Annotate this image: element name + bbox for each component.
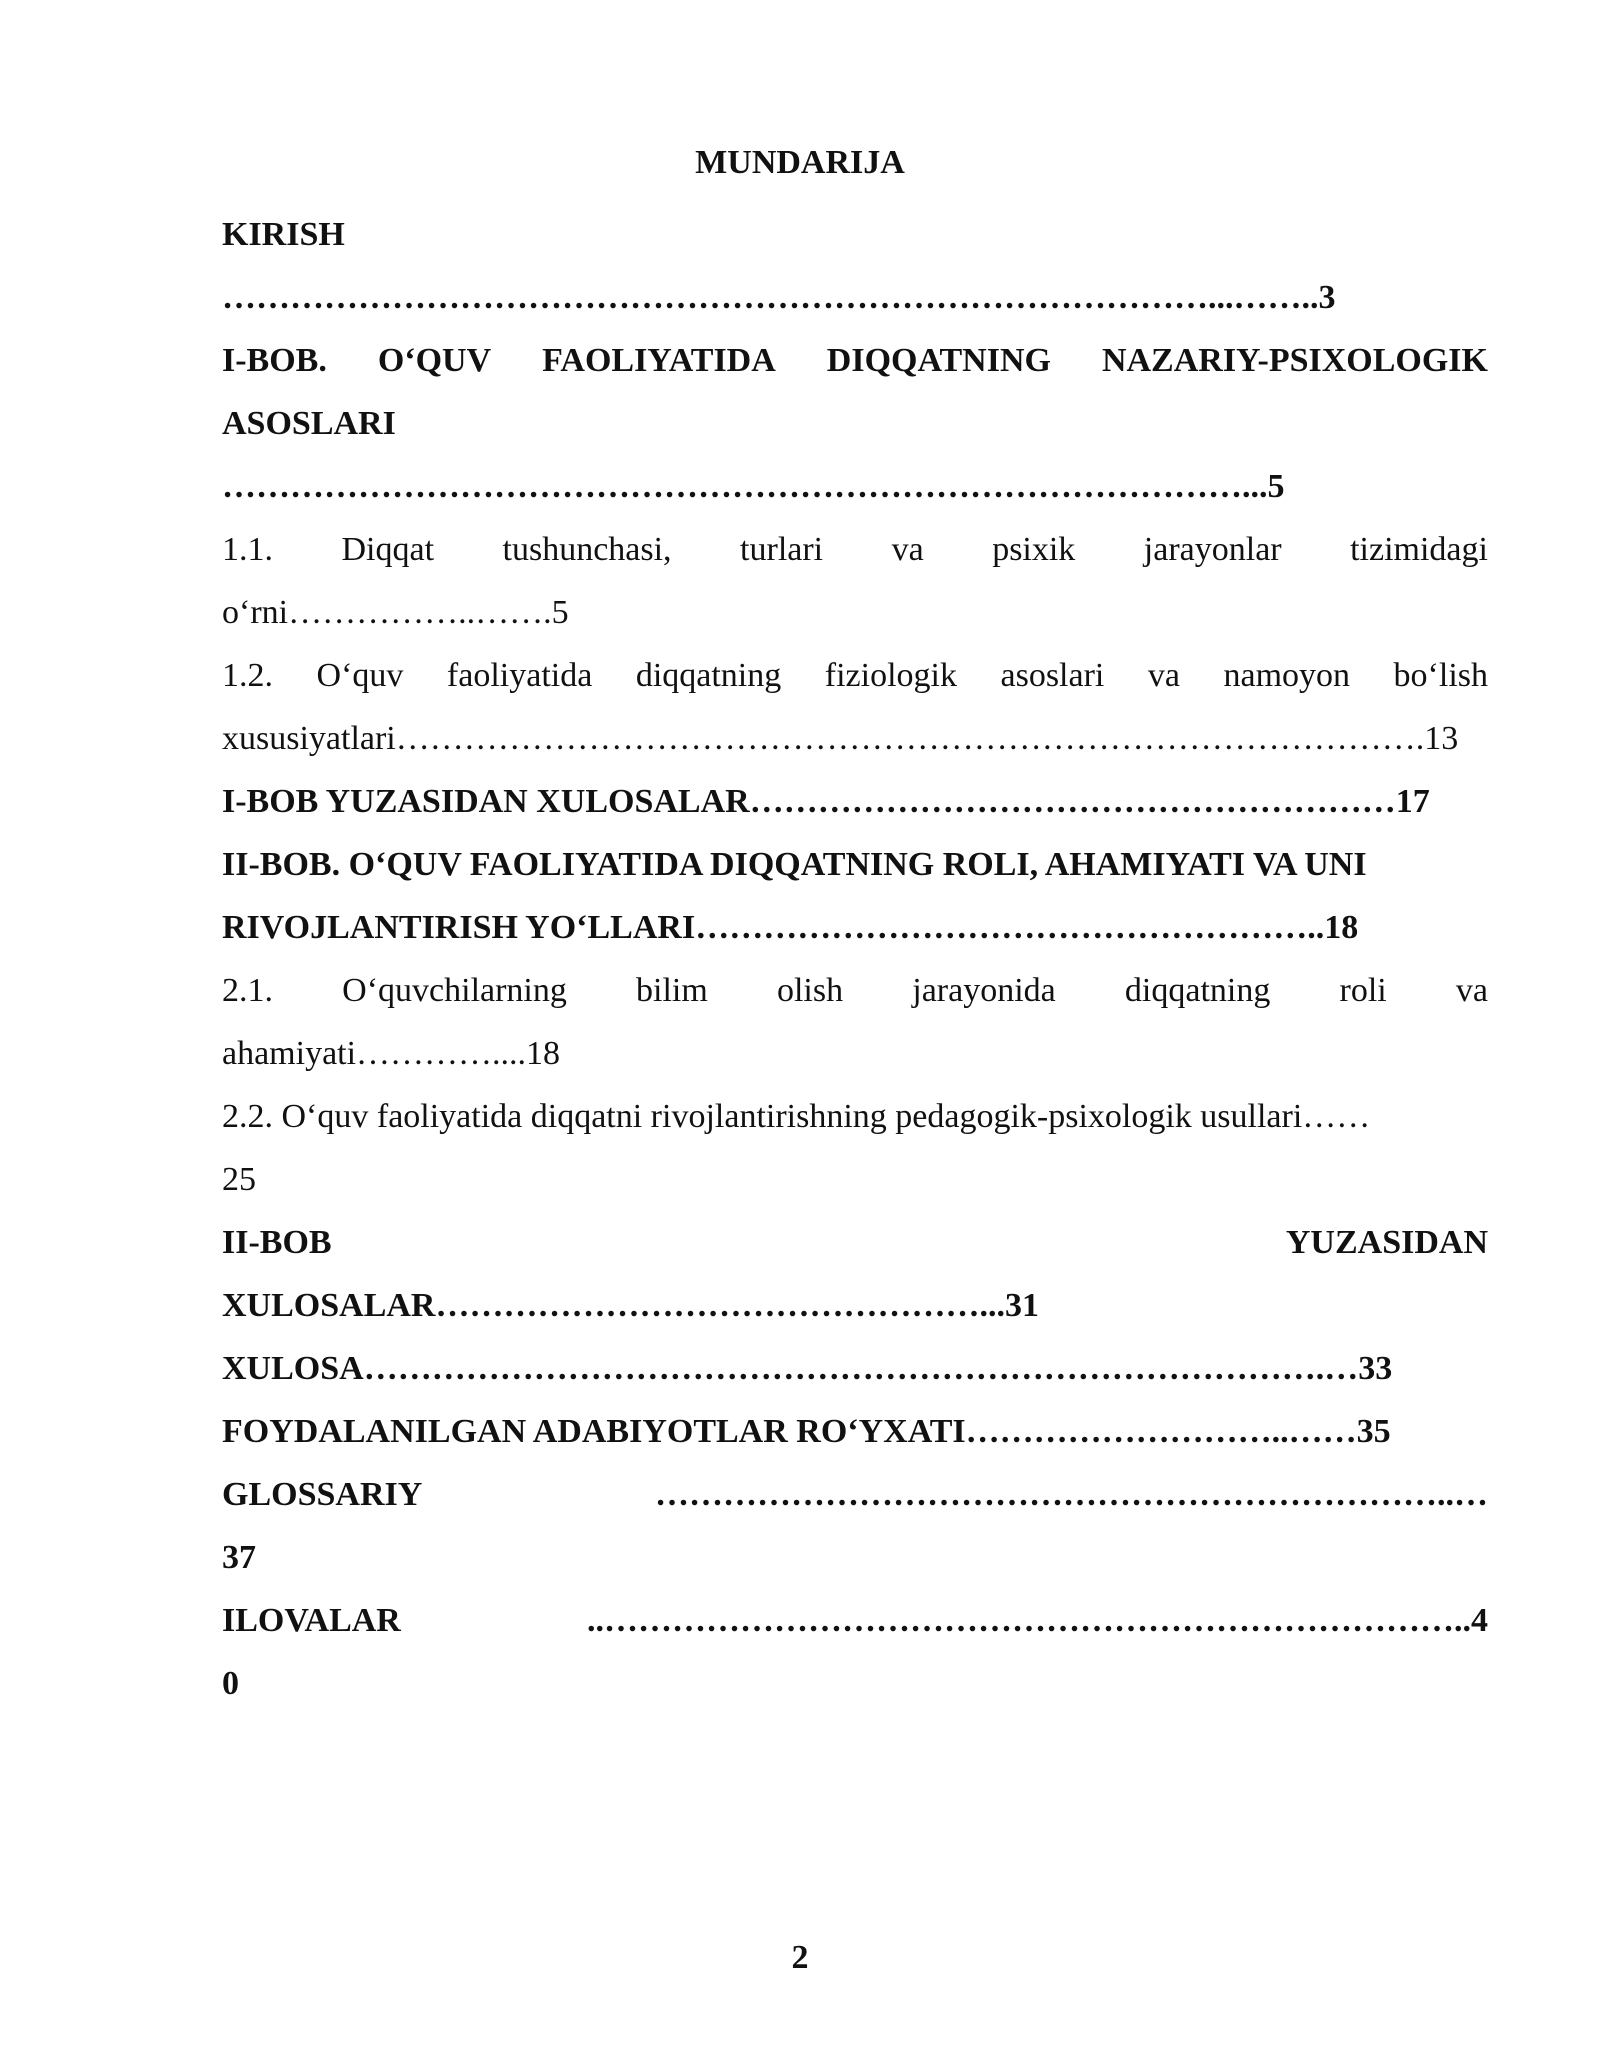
toc-entry-1-1-line1 <box>222 518 1488 581</box>
toc-word: va <box>1455 972 1488 1009</box>
toc-word: DIQQATNING <box>826 342 1051 379</box>
toc-entry-bob1-leader: ………………………………………………………………………………...5 <box>222 468 1285 505</box>
toc-word: O‘quvchilarning <box>342 972 567 1009</box>
toc-entry-glossariy-line1 <box>222 1463 1488 1526</box>
toc-word: asoslari <box>1000 657 1105 694</box>
toc-entry-ilovalar-page: 0 <box>222 1665 239 1702</box>
toc-word: bo‘lish <box>1393 657 1488 694</box>
toc-word: olish <box>776 972 844 1009</box>
toc-word: tizimidagi <box>1350 531 1488 568</box>
toc-title: MUNDARIJA <box>695 144 905 181</box>
toc-entry-2-1-line2: ahamiyati…………....18 <box>222 1035 561 1072</box>
toc-word: turlari <box>740 531 824 568</box>
toc-word: faoliyatida <box>446 657 593 694</box>
toc-entry-1-1-line2: o‘rni……………..…….5 <box>222 594 569 631</box>
toc-word: diqqatning <box>635 657 782 694</box>
toc-entry-bob2-conclusion-line2: XULOSALAR…………………………………………...31 <box>222 1287 1039 1324</box>
toc-word: bilim <box>636 972 708 1009</box>
toc-word: jarayonida <box>912 972 1056 1009</box>
toc-entry-ilovalar-label: ILOVALAR <box>222 1602 401 1639</box>
toc-entry-glossariy-page: 37 <box>222 1539 256 1576</box>
toc-entry-kirish-label: KIRISH <box>222 216 345 253</box>
toc-entry-2-1-line1 <box>222 959 1488 1022</box>
toc-word: psixik <box>992 531 1076 568</box>
page-number: 2 <box>791 1939 809 1976</box>
toc-word: O‘quv <box>316 657 404 694</box>
toc-entry-2-2-line1: 2.2. O‘quv faoliyatida diqqatni rivojlantirishning pedagogik-psixologik usullari…… <box>222 1098 1371 1135</box>
toc-word: II-BOB <box>222 1224 332 1261</box>
toc-word: fiziologik <box>824 657 957 694</box>
toc-entry-bob1-line2: ASOSLARI <box>222 405 396 442</box>
toc-word: 1.2. <box>222 657 273 694</box>
toc-entry-ilovalar-line1 <box>222 1589 1488 1652</box>
toc-word: namoyon <box>1223 657 1351 694</box>
toc-entry-adabiyotlar: FOYDALANILGAN ADABIYOTLAR RO‘YXATI………………………..……35 <box>222 1413 1391 1450</box>
toc-word: va <box>1147 657 1180 694</box>
toc-entry-bob1-line1 <box>222 329 1488 392</box>
table-of-contents <box>222 203 1488 1715</box>
toc-word: I-BOB. <box>222 342 327 379</box>
toc-word: FAOLIYATIDA <box>542 342 776 379</box>
toc-entry-kirish-leader: ……………………………………………………………………………...……..3 <box>222 279 1336 316</box>
toc-entry-2-2-line2: 25 <box>222 1161 256 1198</box>
toc-word: va <box>891 531 924 568</box>
toc-entry-bob2-line2: RIVOJLANTIRISH YO‘LLARI………………………………………………..18 <box>222 909 1359 946</box>
toc-entry-glossariy-label: GLOSSARIY <box>222 1476 423 1513</box>
toc-word: NAZARIY-PSIXOLOGIK <box>1101 342 1488 379</box>
toc-entry-ilovalar-leader: ..…………………………………………………………………..4 <box>587 1602 1488 1639</box>
toc-entry-1-2-line1 <box>222 644 1488 707</box>
toc-word: roli <box>1339 972 1387 1009</box>
toc-entry-1-2-line2: xususiyatlari……………………………………………………………………………….13 <box>222 720 1459 757</box>
toc-word: jarayonlar <box>1143 531 1282 568</box>
toc-entry-bob1-conclusion: I-BOB YUZASIDAN XULOSALAR…………………………………………………17 <box>222 783 1430 820</box>
toc-word: 2.1. <box>222 972 273 1009</box>
toc-word: Diqqat <box>341 531 435 568</box>
toc-word: YUZASIDAN <box>1285 1224 1488 1261</box>
toc-word: 1.1. <box>222 531 273 568</box>
toc-word: tushunchasi, <box>502 531 672 568</box>
toc-word: diqqatning <box>1124 972 1271 1009</box>
toc-word: O‘QUV <box>377 342 492 379</box>
toc-entry-bob2-line1: II-BOB. O‘QUV FAOLIYATIDA DIQQATNING ROLI, AHAMIYATI VA UNI <box>222 846 1367 883</box>
toc-entry-bob2-conclusion-line1 <box>222 1211 1488 1274</box>
toc-entry-glossariy-leader: ……………………………………………………………..… <box>655 1476 1488 1513</box>
toc-entry-xulosa: XULOSA………………………………………………………………………….…33 <box>222 1350 1393 1387</box>
